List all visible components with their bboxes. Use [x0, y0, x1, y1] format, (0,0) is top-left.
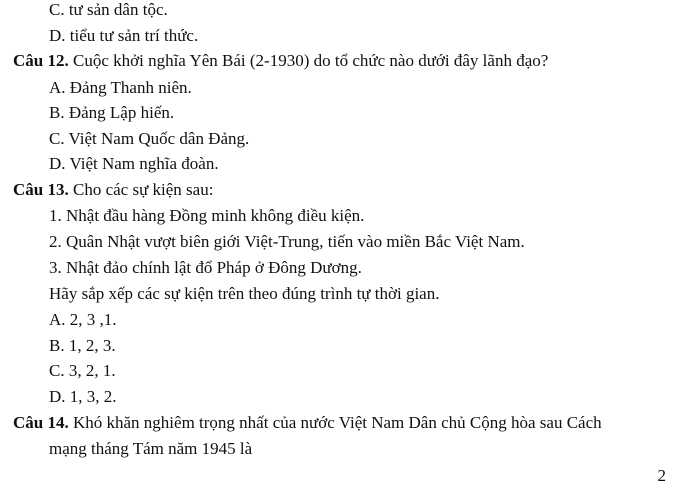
question-12-option-b: B. Đảng Lập hiến.: [49, 103, 175, 122]
question-12-option-c: C. Việt Nam Quốc dân Đảng.: [49, 129, 250, 148]
page-number: 2: [657, 466, 666, 485]
question-12-text: Cuộc khởi nghĩa Yên Bái (2-1930) do tổ chức nào dưới đây lãnh đạo?: [68, 51, 549, 70]
question-13-event-3: 3. Nhật đảo chính lật đổ Pháp ở Đông Dương.: [49, 258, 362, 277]
question-12-option-d: D. Việt Nam nghĩa đoàn.: [49, 154, 219, 173]
question-12-option-a: A. Đảng Thanh niên.: [49, 78, 192, 97]
question-13-option-a: A. 2, 3 ,1.: [49, 310, 117, 329]
question-14-number: Câu 14.: [13, 413, 69, 432]
option-d-prev: D. tiểu tư sản trí thức.: [49, 26, 199, 45]
question-12-number: Câu 12.: [13, 51, 69, 70]
question-13-option-c: C. 3, 2, 1.: [49, 361, 116, 380]
question-13: [13, 180, 213, 200]
question-13-number: Câu 13.: [13, 180, 69, 199]
question-13-event-2: 2. Quân Nhật vượt biên giới Việt-Trung, tiến vào miền Bắc Việt Nam.: [49, 232, 525, 251]
question-14-text-continued: mạng tháng Tám năm 1945 là: [49, 439, 253, 458]
question-13-option-b: B. 1, 2, 3.: [49, 336, 116, 355]
option-c-prev: C. tư sản dân tộc.: [49, 0, 168, 19]
question-14-text: Khó khăn nghiêm trọng nhất của nước Việt Nam Dân chủ Cộng hòa sau Cách: [68, 413, 602, 432]
question-12: [13, 51, 548, 71]
question-13-option-d: D. 1, 3, 2.: [49, 387, 117, 406]
question-14: [13, 413, 602, 433]
question-13-instruction: Hãy sắp xếp các sự kiện trên theo đúng trình tự thời gian.: [49, 284, 440, 303]
question-13-text: Cho các sự kiện sau:: [68, 180, 214, 199]
question-13-event-1: 1. Nhật đầu hàng Đồng minh không điều kiện.: [49, 206, 365, 225]
